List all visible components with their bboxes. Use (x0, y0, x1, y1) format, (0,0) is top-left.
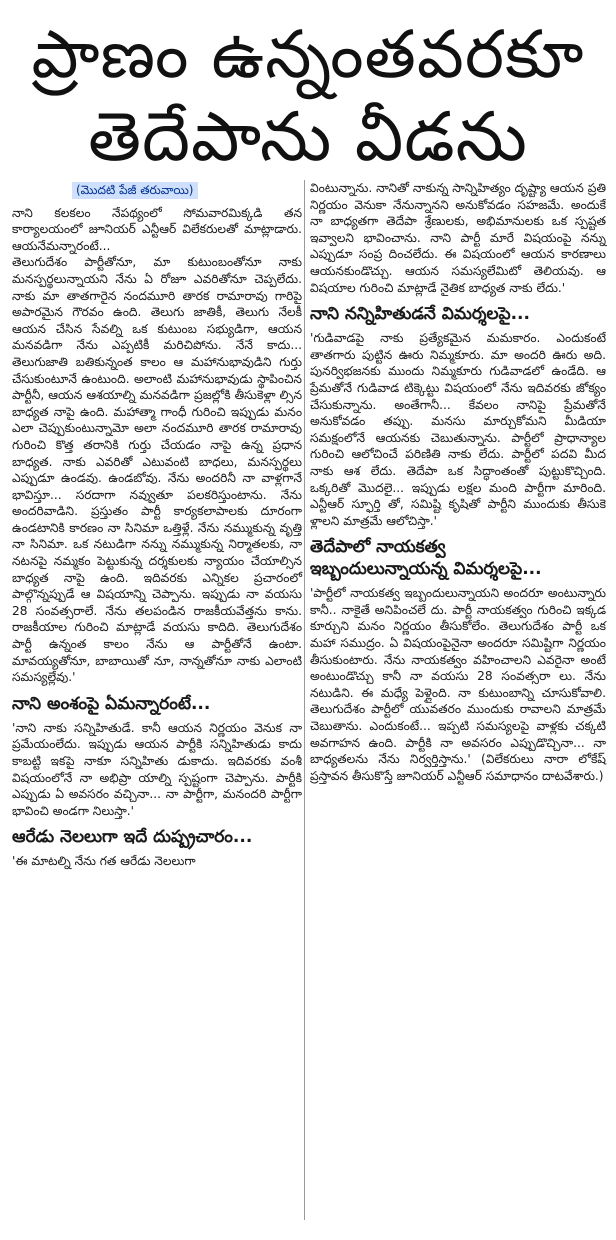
right-subheading-2a: తెదేపాలో నాయకత్వ (310, 537, 446, 558)
left-column (12, 180, 302, 870)
left-subheading-2: ఆరేడు నెలలుగా ఇదే దుష్ప్రచారం... (12, 827, 253, 848)
right-paragraph-2: 'గుడివాడపై నాకు ప్రత్యేకమైన మమకారం. ఎందుకంటే తాతగారు పుట్టిన ఊరు నిమ్మకూరు. మా అందరి ఊరు అది. పునర్విభజనకు ముందు నిమ్మకూరు గుడివాడలో ఉండేది. ఆ ప్రేమతోనే గుడివాడ టిక్కెట్టు విషయంలో నేను ఇదివరకు జోక్యం చేసుకున్నాను. అంతేగానీ... కేవలం నానిపై ప్రేమతోనే అనుకోవడం తప్పు. మనసు మార్చుకోమని మీడియా సమక్షంలోనే ఆయనకు చెబుతున్నాను. పార్టీలో ప్రాధాన్యాల గురించి ఆలోచించే పరిణితి నాకు లేదు. పార్టీలో పదవి మీద నాకు ఆశ లేదు. తెదేపా ఒక సిద్ధాంతంతో పుట్టుకొచ్చింది. ఒక్కరితో మొదలై... ఇప్పుడు లక్షల మంది పార్టీగా మారింది. ఎన్టీఆర్ స్ఫూర్తి తో, సమిష్టి కృషితో పార్టీని ముందుకు తీసుకె ళ్లాలని మాత్రమే ఆలోచిస్తా.' (310, 331, 606, 528)
right-column (310, 180, 606, 784)
column-divider (304, 180, 305, 1220)
headline-line-2: తెదేపాను వీడను (88, 98, 528, 177)
right-subheading-1: నాని నన్నిహితుడనే విమర్శలపై... (310, 304, 530, 325)
left-subheading-1: నాని అంశంపై ఏమన్నారంటే... (12, 693, 211, 714)
continuation-note: (మొదటి పేజీ తరువాయి) (72, 182, 198, 199)
left-paragraph-4: 'ఈ మాటల్ని నేను గత ఆరేడు నెలలుగా (12, 854, 196, 869)
right-paragraph-3: 'పార్టీలో నాయకత్వ ఇబ్బందులున్నాయని అందరూ అంటున్నారు కానీ.. నాకైతే అనిపించలే దు. పార్టీ నాయకత్వం గురించి ఇక్కడ కూర్చుని మనం నిర్ణయం తీసుకోలేం. తెలుగుదేశం పార్టీ ఒక మహా సముద్రం. ఏ విషయంపైనైనా అందరూ సమిష్టిగా నిర్ణయం తీసుకుంటారు. నేను నాయకత్వం వహించాలని ఎవరైనా అంటే అంటుండొచ్చు కానీ నా వయసు 28 సంవత్సరా లు. నేను నటుడిని. ఈ మధ్యే పెళ్లైంది. నా కుటుంబాన్ని చూసుకోవాలి. తెలుగుదేశం పార్టీలో యువతరం ముందుకు రావాలని మాత్రమే చెబుతాను. ఎందుకంటే... ఇప్పటి సమస్యలపై వాళ్లకు చక్కటి అవగాహన ఉంది. పార్టీకి నా అవసరం ఎప్పుడొచ్చినా... నా బాధ్యతలను నేను నిర్వర్తిస్తాను.' (విలేకరులు నారా లోకేష్ ప్రస్తావన తీసుకొస్తే జూనియర్ ఎన్టీఆర్ సమాధానం దాటవేశారు.) (310, 586, 606, 783)
left-paragraph-2: తెలుగుదేశం పార్టీతోనూ, మా కుటుంబంతోనూ నాకు మనస్పర్థలున్నాయని నేను ఏ రోజూ ఎవరితోనూ చెప్పలేదు. నాకు మా తాతగారైన నందమూరి తారక రామారావు గారిపై అపారమైన గౌరవం ఉంది. తెలుగు జాతికీ, తెలుగు నేలకీ ఆయన చేసిన సేవల్ని ఒక కుటుంబ సభ్యుడిగా, ఆయన మనవడిగా నేను ఎప్పటికీ మరిచిపోను. నేనే కాదు... తెలుగుజాతి బతికున్నంత కాలం ఆ మహానుభావుడిని గుర్తు చేసుకుంటూనే ఉంటుంది. అలాంటి మహానుభావుడు స్థాపించిన పార్టీనీ, ఆయన ఆశయాల్ని మనవడిగా ప్రజల్లోకి తీసుకెళ్లా ల్సిన బాధ్యత నాపై ఉంది. మహాత్మా గాంధీ గురించి ఇప్పుడు మనం ఎలా చెప్పుకుంటున్నామో అలా నందమూరి తారక రామారావు గురించి కొత్త తరానికి గుర్తు చేయడం నాపై ఉన్న ప్రధాన బాధ్యత. నాకు ఎవరితో ఎటువంటి బాధలు, మనస్పర్థలు ఎప్పుడూ ఉండవు. ఉండబోవు. నేను అందరినీ నా వాళ్లగానే భావిస్తూ... సరదాగా నవ్వుతూ పలకరిస్తుంటాను. నేను అందరివాడిని. ప్రస్తుతం పార్టీ కార్యకలాపాలకు దూరంగా ఉండటానికి కారణం నా సినిమా ఒత్తిళ్లే. నేను నమ్ముకున్న వృత్తి నా సినిమా. ఒక నటుడిగా నన్ను నమ్ముకున్న నిర్మాతలకు, నా నటనపై నమ్మకం పెట్టుకున్న దర్శకులకు న్యాయం చేయాల్సిన బాధ్యత నాపై ఉంది. ఇదివరకు ఎన్నికల ప్రచారంలో పాల్గొన్నప్పుడే ఆ విషయాన్ని చెప్పాను. ఇప్పుడు నా వయసు 28 సంవత్సరాలే. నేను తలపండిన రాజకీయవేత్తను కాను. రాజకీయాల గురించి మాట్లాడే వయసు కాదిది. తెలుగుదేశం పార్టీ ఉన్నంత కాలం నేను ఆ పార్టీతోనే ఉంటా. మావయ్యతోనూ, బాబాయితో నూ, నాన్నతోనూ నాకు ఎలాంటి సమస్యల్లేవు.' (12, 255, 302, 685)
left-paragraph-3: 'నాని నాకు సన్నిహితుడే. కానీ ఆయన నిర్ణయం వెనుక నా ప్రమేయంలేదు. ఇప్పుడు ఆయన పార్టీకి సన్నిహితుడు కాదు కాబట్టి ఇకపై నాకూ సన్నిహితు డుకాదు. ఇదివరకు వంశీ విషయంలోనే నా అభిప్రా యాల్ని స్పష్టంగా చెప్పాను. పార్టీకి ఎప్పుడు ఏ అవసరం వచ్చినా... నా పార్టీగా, మనందరి పార్టీగా భావించి అండగా నిలుస్తా.' (12, 720, 302, 818)
right-paragraph-1: వింటున్నాను. నానితో నాకున్న సాన్నిహిత్యం దృష్ట్యా ఆయన ప్రతి నిర్ణయం వెనుకా నేనున్నానని అనుకోవడం సహజమే. అందుకే నా బాధ్యతగా తెదేపా శ్రేణులకు, అభిమానులకు ఒక స్పష్టత ఇవ్వాలని భావించాను. నాని పార్టీ మారే విషయంపై నన్ను ఎప్పుడూ సంప్ర దించలేదు. ఈ విషయంలో ఆయన కారణాలు ఆయనకుండొచ్చు. ఆయన సమస్యలేమిటో తెలియవు. ఆ విషయాల గురించి మాట్లాడే నైతిక బాధ్యత నాకు లేదు.' (310, 181, 606, 295)
headline-line-1: ప్రాణం ఉన్నంతవరకూ (31, 16, 585, 93)
left-paragraph-1: నాని కలకలం నేపథ్యంలో సోమవారమిక్కడి తన కార్యాలయంలో జూనియర్ ఎన్టీఆర్ విలేకరులతో మాట్లాడారు. ఆయనేమన్నారంటే... (12, 205, 302, 253)
right-subheading-2b: ఇబ్బందులున్నాయన్న విమర్శలపై... (310, 559, 542, 580)
